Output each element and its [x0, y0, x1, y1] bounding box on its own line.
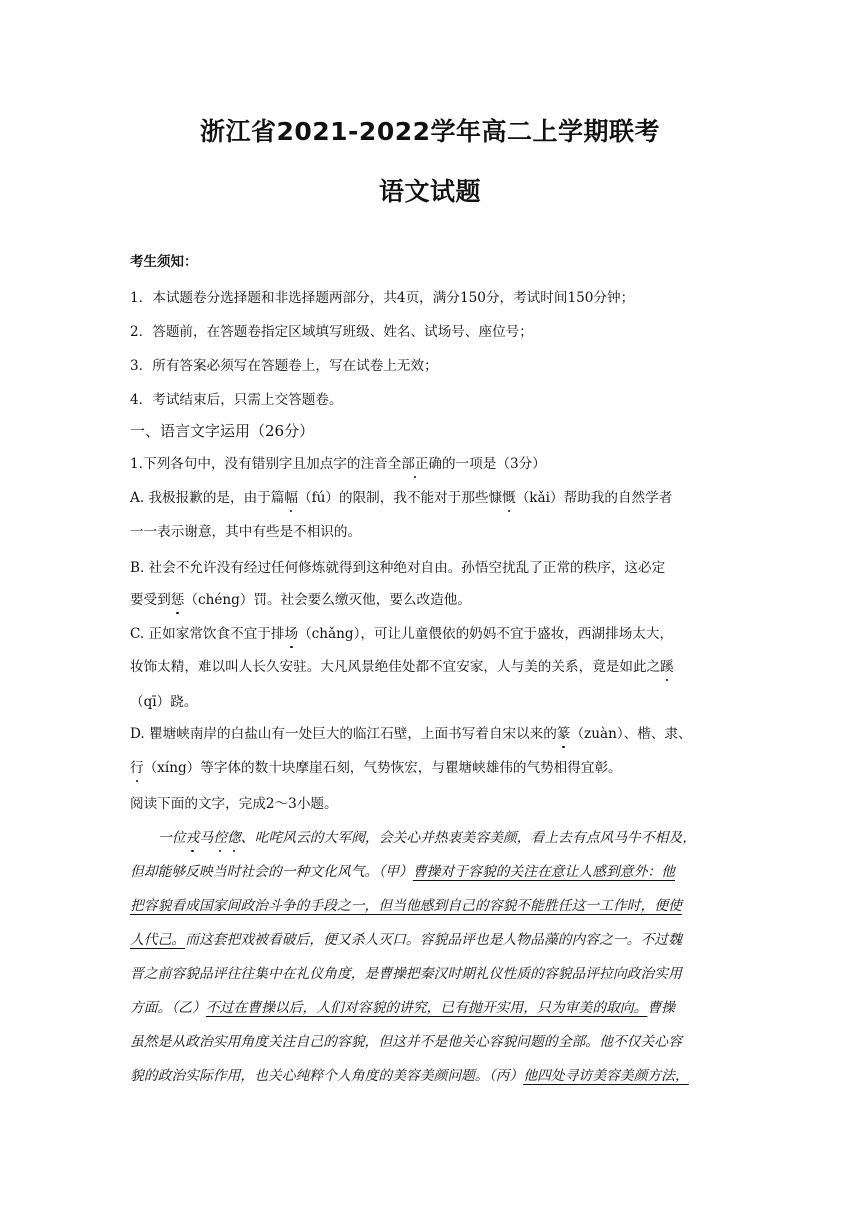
option-text: 妆饰太精，难以叫人长久安驻。大凡风景绝佳处都不宜安家，人与美的关系，竟是如此之 [130, 659, 661, 675]
underlined-sentence-bing: 他四处寻访美容美颜方法， [523, 1068, 689, 1084]
stem-text: 的一项是（3分） [442, 456, 546, 472]
passage-text: 一位 [158, 830, 186, 846]
option-text: （kǎi）帮助我的自然学者 [515, 490, 673, 506]
passage-text: 马 [199, 830, 214, 846]
passage-line-7: 虽然是从政治实用角度关注自己的容貌，但这并不是他关心容貌问题的全部。他不仅关心容 [130, 1034, 682, 1050]
option-text: （zuàn）、楷、隶、 [570, 726, 692, 742]
option-text: A. 我极报歉的是，由于篇 [130, 490, 285, 506]
dotted-char: 行 [130, 756, 144, 776]
dotted-char: 戎 [186, 826, 200, 846]
dotted-char: 蹊 [660, 655, 674, 675]
notice-item-3: 3．所有答案必须写在答题卷上，写在试卷上无效； [130, 358, 438, 374]
dotted-char: 篆 [557, 722, 571, 742]
option-text: 要受到 [130, 592, 171, 608]
option-text: C. 正如家常饮食不宜于排 [130, 626, 285, 642]
dotted-char: 倥 [213, 826, 227, 846]
underlined-sentence-jia: 曹操对于容貌的关注在意让人感到意外：他 [412, 864, 675, 880]
passage-text: 而这套把戏被看破后，便又杀人灭口。容貌品评也是人物品藻的内容之一。不过魏 [185, 932, 682, 948]
passage-text: 貌的政治实际作用，也关心纯粹个人角度的美容美颜问题。（丙） [130, 1068, 524, 1084]
option-c-line-2 [130, 655, 674, 675]
option-c-line-1 [130, 622, 673, 642]
passage-line-5: 晋之前容貌品评往往集中在礼仪角度，是曹操把秦汉时期礼仪性质的容貌品评拉向政治实用 [130, 966, 682, 982]
exam-title: 浙江省2021-2022学年高二上学期联考 [199, 117, 661, 146]
option-text: D. 瞿塘峡南岸的白盐山有一处巨大的临江石壁，上面书写着自宋以来的 [130, 726, 557, 742]
notice-item-2: 2．答题前，在答题卷指定区域填写班级、姓名、试场号、座位号； [130, 324, 533, 340]
passage-text: 但却能够反映当时社会的一种文化风气。（甲） [130, 864, 413, 880]
dotted-char: 幅 [284, 486, 298, 506]
notice-heading: 考生须知： [130, 254, 198, 270]
passage-line-2 [130, 860, 675, 880]
dotted-char: 偬 [227, 826, 241, 846]
notice-item-1: 1．本试题卷分选择题和非选择题两部分，共4页，满分150分，考试时间150分钟； [130, 290, 635, 306]
option-d-line-2 [130, 756, 622, 776]
underlined-sentence-yi: 不过在曹操以后，人们对容貌的讲究，已有抛开实用，只为审美的取向。 [205, 1000, 648, 1016]
passage-line-1 [158, 826, 696, 846]
option-text: （chéng）罚。社会要么缴灭他，要么改造他。 [184, 592, 471, 608]
emphasis-dotted-text: 全部正确 [388, 452, 442, 472]
dotted-char: 慨 [502, 486, 516, 506]
passage-text: 曹操 [647, 1000, 675, 1016]
passage-text: 、叱咤风云的大军阀，会关心并热衷美容美颜，看上去有点风马牛不相及， [240, 830, 697, 846]
reading-instruction: 阅读下面的文字，完成2～3小题。 [130, 796, 338, 812]
dotted-char: 场 [285, 622, 299, 642]
passage-line-6 [130, 996, 675, 1016]
option-c-line-3: （qī）跷。 [130, 694, 198, 710]
passage-text: 方面。（乙） [130, 1000, 206, 1016]
option-b-line-1: B. 社会不允许没有经过任何修炼就得到这种绝对自由。孙悟空扰乱了正常的秩序，这必定 [130, 560, 666, 576]
exam-subtitle: 语文试题 [378, 177, 481, 206]
underlined-sentence-jia-end: 人代己。 [130, 932, 186, 948]
option-d-line-1 [130, 722, 692, 742]
option-text: （chǎng），可让儿童偎依的奶妈不宜于盛妆，西湖排场太大， [298, 626, 674, 642]
option-text: （xíng）等字体的数十块摩崖石刻，气势恢宏，与瞿塘峡雄伟的气势相得宜彰。 [143, 760, 622, 776]
notice-item-4: 4．考试结束后，只需上交答题卷。 [130, 392, 343, 408]
passage-line-3: 把容貌看成国家间政治斗争的手段之一，但当他感到自己的容貌不能胜任这一工作时，便使 [130, 898, 682, 914]
question-1-stem [130, 452, 546, 472]
passage-line-4 [130, 928, 682, 948]
option-b-line-2 [130, 588, 471, 608]
option-text: （fú）的限制，我不能对于那些慷 [298, 490, 503, 506]
passage-line-8 [130, 1064, 689, 1084]
section-heading: 一、语言文字运用（26分） [130, 422, 315, 440]
option-a-line-1 [130, 486, 672, 506]
stem-text: 1.下列各句中，没有错别字且加点字的注音 [130, 456, 388, 472]
dotted-char: 惩 [171, 588, 185, 608]
option-a-line-2: 一一表示谢意，其中有些是不相识的。 [130, 524, 362, 540]
